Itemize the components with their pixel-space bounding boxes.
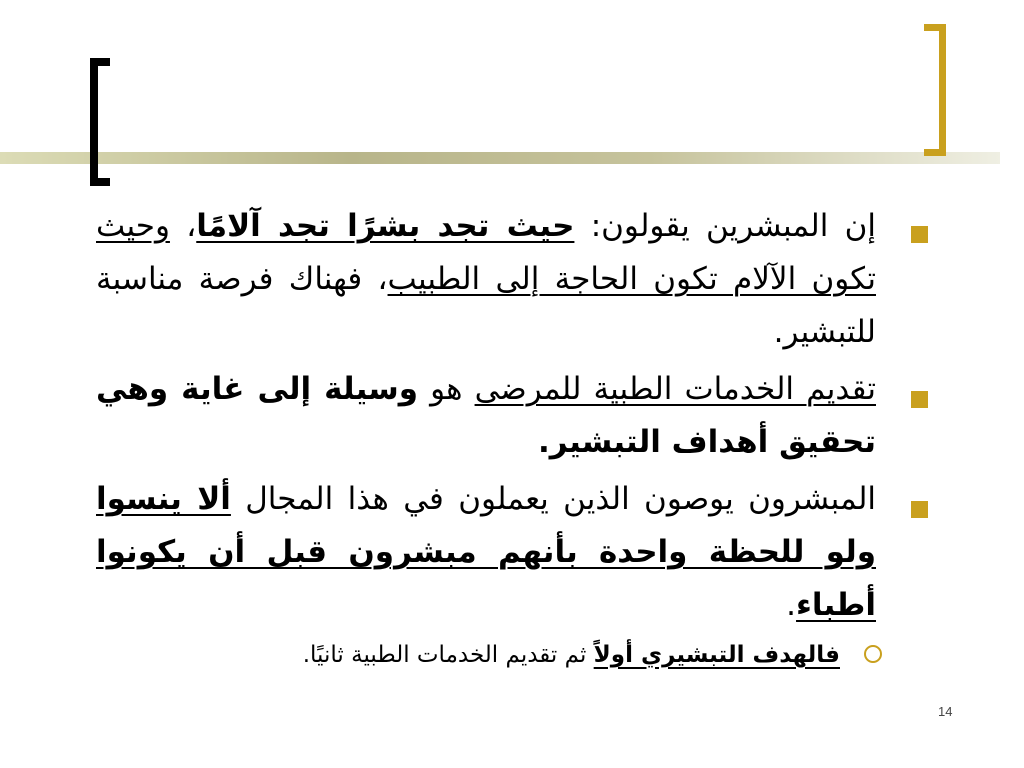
- emphasized-text: فالهدف التبشيري أولاً: [593, 642, 840, 668]
- emphasized-text: حيث تجد بشرًا تجد آلامًا: [196, 208, 575, 244]
- sub-bullet-item: [96, 636, 928, 674]
- emphasized-text: ألا ينسوا ولو للحظة واحدة بأنهم مبشرون قبل أن يكونوا أطباء: [96, 481, 876, 623]
- page-number: 14: [938, 704, 953, 719]
- bold-text: وسيلة إلى غاية وهي تحقيق أهداف التبشير.: [96, 371, 876, 460]
- square-bullet-icon: [911, 501, 928, 518]
- left-bracket-decoration: [90, 58, 110, 186]
- bullet-text: [96, 363, 876, 469]
- text-run: ،: [169, 208, 197, 244]
- square-bullet-icon: [911, 226, 928, 243]
- sub-bullet-text: [96, 636, 840, 674]
- bullet-item-3: [96, 473, 928, 632]
- text-run: ، فهناك فرصة مناسبة للتبشير.: [96, 261, 876, 350]
- bullet-text: [96, 473, 876, 632]
- text-run: هو: [418, 371, 475, 407]
- right-bracket-decoration: [924, 24, 946, 156]
- slide-content: [96, 200, 928, 674]
- circle-bullet-icon: [864, 645, 882, 663]
- text-run: ثم تقديم الخدمات الطبية ثانيًا.: [302, 642, 594, 668]
- text-run: .: [786, 587, 797, 623]
- text-run: إن المبشرين يقولون:: [574, 208, 877, 244]
- text-run: المبشرون يوصون الذين يعملون في هذا المجال: [230, 481, 876, 517]
- underlined-text: وحيث تكون الآلام تكون الحاجة إلى الطبيب: [96, 208, 876, 297]
- bullet-item-1: [96, 200, 928, 359]
- title-underline-bar: [0, 152, 1000, 164]
- square-bullet-icon: [911, 391, 928, 408]
- bullet-item-2: [96, 363, 928, 469]
- bullet-text: [96, 200, 876, 359]
- underlined-text: تقديم الخدمات الطبية للمرضى: [474, 371, 876, 407]
